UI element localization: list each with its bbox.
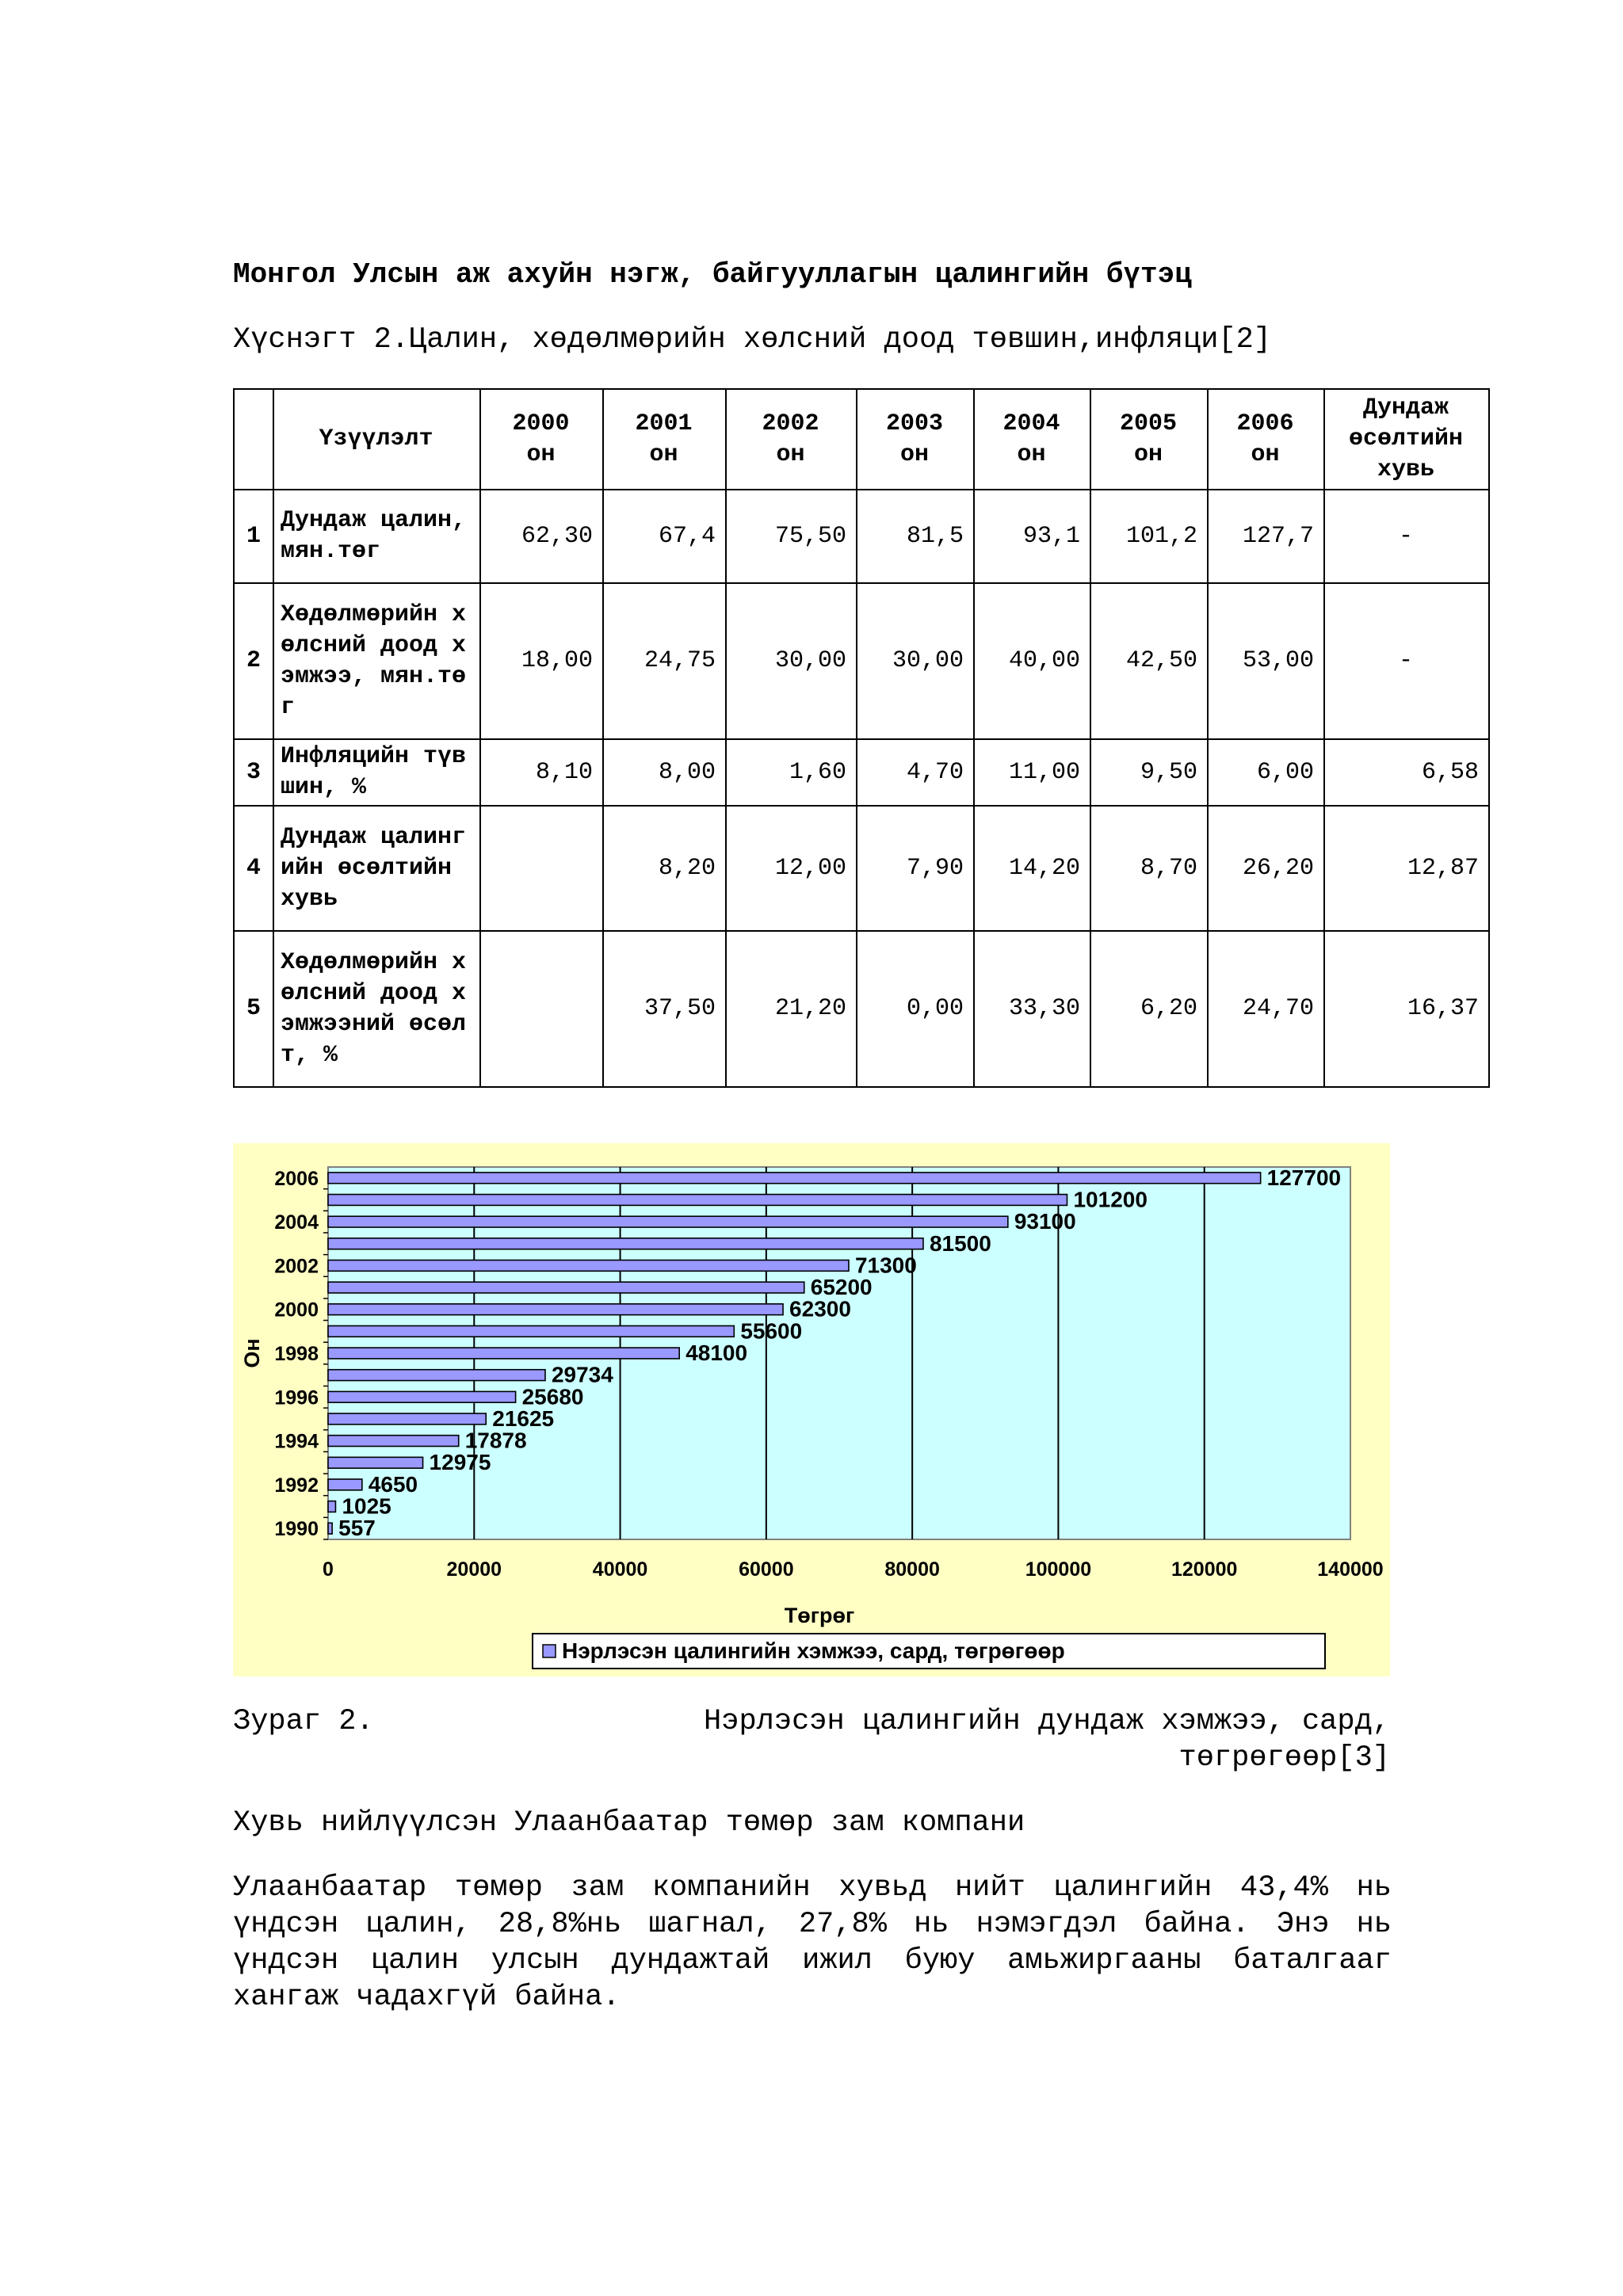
y-tick-labels (274, 1168, 328, 1540)
row-index: 5 (234, 931, 273, 1087)
bar-value-label: 25680 (521, 1384, 584, 1409)
header-indicator: Үзүүлэлт (273, 389, 480, 490)
value-cell: 8,70 (1090, 806, 1208, 931)
x-tick-label: 40000 (592, 1558, 648, 1581)
x-tick-label: 20000 (446, 1558, 502, 1581)
wage-bar-chart (233, 1143, 1390, 1676)
y-tick-label: 1990 (274, 1518, 319, 1541)
value-cell: 8,20 (603, 806, 726, 931)
value-cell: 11,00 (974, 739, 1090, 806)
value-cell: 4,70 (857, 739, 974, 806)
page-heading: Монгол Улсын аж ахуйн нэгж, байгууллагын цалингийн бүтэц (233, 258, 1192, 291)
header-year: 2001 он (603, 389, 726, 490)
bar (328, 1195, 1067, 1206)
x-axis-label: Төгрөг (784, 1604, 855, 1627)
bar-value-label: 65200 (810, 1275, 873, 1300)
value-cell (480, 806, 603, 931)
table-header-row (234, 389, 1489, 490)
header-year: 2002 он (726, 389, 857, 490)
section-title: Хувь нийлүүлсэн Улаанбаатар төмөр зам компани (233, 1806, 1025, 1840)
bar-value-label: 48100 (685, 1341, 748, 1365)
value-cell: 8,10 (480, 739, 603, 806)
bar-value-label: 4650 (368, 1471, 418, 1497)
bar (328, 1238, 923, 1249)
y-axis-label: Он (240, 1338, 264, 1368)
avg-cell: - (1324, 583, 1489, 739)
y-tick-label: 2004 (274, 1211, 319, 1234)
value-cell: 67,4 (603, 490, 726, 583)
bar (328, 1479, 362, 1490)
header-avg-growth: Дундаж өсөлтийн хувь (1324, 389, 1489, 490)
row-label: Инфляцийн түвшин, % (273, 739, 480, 806)
value-cell: 40,00 (974, 583, 1090, 739)
value-cell: 26,20 (1208, 806, 1324, 931)
bar-value-label: 17878 (464, 1428, 527, 1453)
avg-cell: 16,37 (1324, 931, 1489, 1087)
bar-value-label: 12975 (429, 1450, 491, 1475)
value-cell: 53,00 (1208, 583, 1324, 739)
header-year: 2004 он (974, 389, 1090, 490)
y-tick-label: 1992 (274, 1474, 319, 1497)
x-tick-label: 140000 (1317, 1558, 1384, 1581)
value-cell: 9,50 (1090, 739, 1208, 806)
header-year: 2005 он (1090, 389, 1208, 490)
value-cell: 1,60 (726, 739, 857, 806)
header-index-cell (234, 389, 273, 490)
y-tick-label: 2002 (274, 1255, 319, 1278)
wage-table (233, 388, 1490, 1088)
bar (328, 1325, 734, 1337)
bar (328, 1413, 486, 1425)
value-cell: 24,75 (603, 583, 726, 739)
body-paragraph: Улаанбаатар төмөр зам компанийн хувьд нийт цалингийн 43,4% нь үндсэн цалин, 28,8%нь шагнал, 27,8% нь нэмэгдэл байна. Энэ нь үндсэн цалин улсын дундажтай ижил буюу амьжиргааны баталгааг хангаж чадахгүй байна. (233, 1871, 1392, 2014)
bar (328, 1523, 332, 1534)
y-tick-label: 1998 (274, 1343, 319, 1365)
value-cell: 30,00 (857, 583, 974, 739)
y-tick-label: 1996 (274, 1386, 319, 1409)
value-cell: 62,30 (480, 490, 603, 583)
bar (328, 1436, 459, 1447)
bar (328, 1304, 783, 1315)
row-label: Хөдөлмөрийн хөлсний доод хэмжээний өсөлт, % (273, 931, 480, 1087)
legend-label: Нэрлэсэн цалингийн хэмжээ, сард, төгрөгөөр (562, 1638, 1065, 1663)
table-row (234, 931, 1489, 1087)
legend (533, 1634, 1325, 1669)
figure-title: Нэрлэсэн цалингийн дундаж хэмжээ, сард, төгрөгөөр[3] (704, 1705, 1390, 1775)
value-cell: 37,50 (603, 931, 726, 1087)
row-index: 3 (234, 739, 273, 806)
bar-value-label: 21625 (492, 1405, 555, 1431)
bar-value-label: 93100 (1014, 1209, 1076, 1234)
value-cell: 12,00 (726, 806, 857, 931)
x-tick-label: 80000 (884, 1558, 940, 1581)
y-tick-label: 2000 (274, 1299, 319, 1322)
y-tick-label: 2006 (274, 1167, 319, 1190)
figure-number: Зураг 2. (233, 1705, 374, 1738)
value-cell: 21,20 (726, 931, 857, 1087)
bar (328, 1261, 849, 1272)
x-tick-label: 0 (323, 1558, 334, 1581)
value-cell: 14,20 (974, 806, 1090, 931)
value-cell (480, 931, 603, 1087)
value-cell: 7,90 (857, 806, 974, 931)
bar-value-label: 101200 (1073, 1187, 1148, 1212)
avg-cell: - (1324, 490, 1489, 583)
avg-cell: 6,58 (1324, 739, 1489, 806)
bar (328, 1216, 1008, 1227)
legend-swatch (543, 1645, 556, 1657)
value-cell: 75,50 (726, 490, 857, 583)
bar-value-label: 557 (338, 1516, 376, 1541)
value-cell: 30,00 (726, 583, 857, 739)
value-cell: 33,30 (974, 931, 1090, 1087)
value-cell: 81,5 (857, 490, 974, 583)
y-tick-label: 1994 (274, 1430, 319, 1453)
x-tick-label: 120000 (1170, 1558, 1238, 1581)
value-cell: 6,20 (1090, 931, 1208, 1087)
bar-value-label: 29734 (551, 1362, 613, 1387)
row-label: Хөдөлмөрийн хөлсний доод хэмжээ, мян.төг (273, 583, 480, 739)
bar-value-label: 127700 (1266, 1165, 1342, 1190)
value-cell: 0,00 (857, 931, 974, 1087)
row-index: 4 (234, 806, 273, 931)
value-cell: 18,00 (480, 583, 603, 739)
x-tick-label: 100000 (1025, 1558, 1092, 1581)
bar (328, 1370, 545, 1381)
bar-value-label: 62300 (789, 1296, 851, 1322)
row-index: 2 (234, 583, 273, 739)
bar-value-label: 81500 (929, 1230, 991, 1256)
value-cell: 42,50 (1090, 583, 1208, 739)
value-cell: 8,00 (603, 739, 726, 806)
row-label: Дундаж цалин, мян.төг (273, 490, 480, 583)
x-tick-label: 60000 (739, 1558, 794, 1581)
bar (328, 1173, 1261, 1184)
avg-cell: 12,87 (1324, 806, 1489, 931)
bar-value-label: 1025 (342, 1493, 391, 1519)
table-row (234, 739, 1489, 806)
bar (328, 1282, 804, 1293)
value-cell: 93,1 (974, 490, 1090, 583)
bar (328, 1391, 516, 1402)
header-year: 2006 он (1208, 389, 1324, 490)
row-index: 1 (234, 490, 273, 583)
value-cell: 101,2 (1090, 490, 1208, 583)
value-cell: 24,70 (1208, 931, 1324, 1087)
bar-value-label: 55600 (740, 1318, 803, 1344)
chart-canvas (233, 1143, 1390, 1676)
table-row (234, 583, 1489, 739)
bar (328, 1501, 335, 1512)
row-label: Дундаж цалингийн өсөлтийн хувь (273, 806, 480, 931)
bar (328, 1348, 679, 1359)
table-caption: Хүснэгт 2.Цалин, хөдөлмөрийн хөлсний доод төвшин,инфляци[2] (233, 323, 1272, 357)
table-row (234, 490, 1489, 583)
bar (328, 1457, 423, 1468)
value-cell: 6,00 (1208, 739, 1324, 806)
header-year: 2000 он (480, 389, 603, 490)
header-year: 2003 он (857, 389, 974, 490)
value-cell: 127,7 (1208, 490, 1324, 583)
table-row (234, 806, 1489, 931)
bar-value-label: 71300 (854, 1253, 917, 1278)
x-tick-labels (323, 1558, 1384, 1581)
